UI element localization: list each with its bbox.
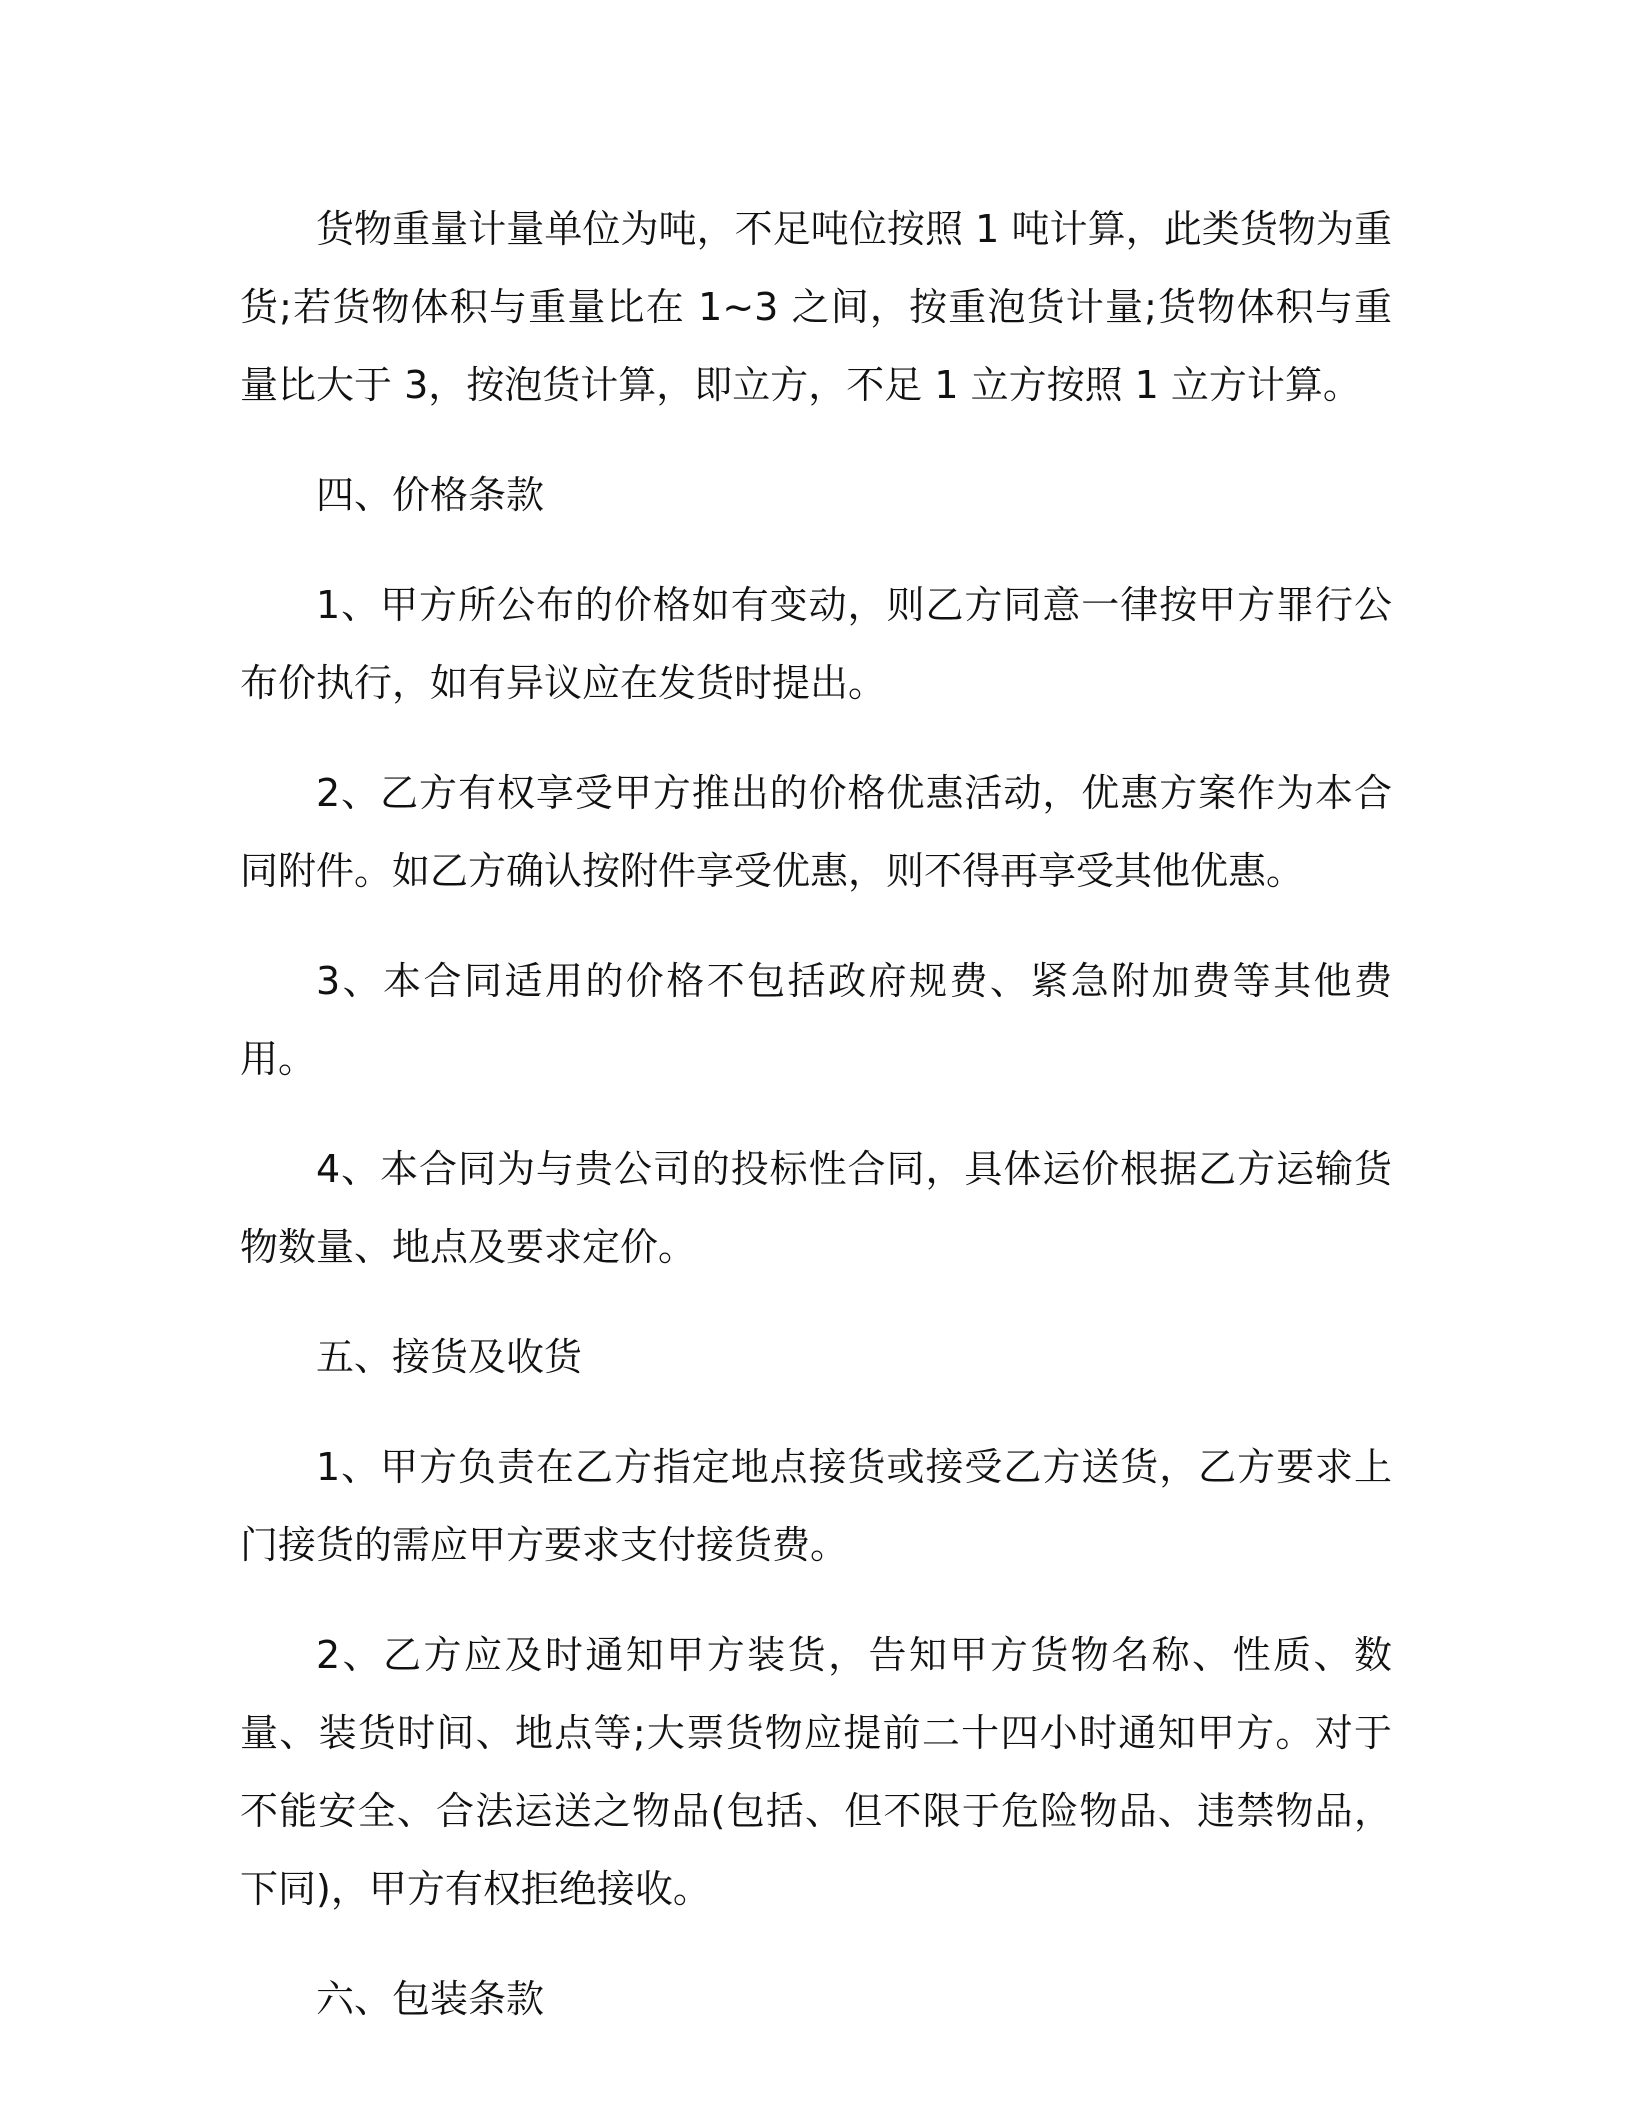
paragraph-price-1: 1、甲方所公布的价格如有变动，则乙方同意一律按甲方罪行公布价执行，如有异议应在发货时提出。 — [240, 583, 1392, 705]
paragraph-weight-volume: 货物重量计量单位为吨，不足吨位按照 1 吨计算，此类货物为重货;若货物体积与重量比在 1~3 之间，按重泡货计量;货物体积与重量比大于 3，按泡货计算，即立方，不足 1 立方按照 1 立方计算。 — [240, 207, 1392, 407]
paragraph-price-4: 4、本合同为与贵公司的投标性合同，具体运价根据乙方运输货物数量、地点及要求定价。 — [240, 1147, 1392, 1269]
paragraph-price-2: 2、乙方有权享受甲方推出的价格优惠活动，优惠方案作为本合同附件。如乙方确认按附件享受优惠，则不得再享受其他优惠。 — [240, 771, 1392, 893]
section-heading-price-terms: 四、价格条款 — [316, 473, 545, 517]
section-heading-packaging-terms: 六、包装条款 — [316, 1977, 545, 2021]
document-body — [240, 190, 1392, 2070]
paragraph-pickup-1: 1、甲方负责在乙方指定地点接货或接受乙方送货，乙方要求上门接货的需应甲方要求支付接货费。 — [240, 1445, 1392, 1567]
paragraph-price-3: 3、本合同适用的价格不包括政府规费、紧急附加费等其他费用。 — [240, 959, 1392, 1081]
section-heading-pickup-receipt: 五、接货及收货 — [316, 1335, 583, 1379]
paragraph-pickup-2: 2、乙方应及时通知甲方装货，告知甲方货物名称、性质、数量、装货时间、地点等;大票货物应提前二十四小时通知甲方。对于不能安全、合法运送之物品(包括、但不限于危险物品、违禁物品，下同)，甲方有权拒绝接收。 — [240, 1633, 1392, 1911]
